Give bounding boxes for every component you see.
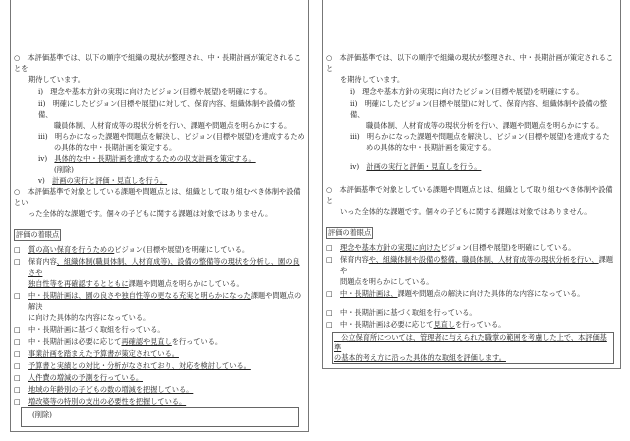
note-line: いった全体的な課題です。個々の子どもに関する課題は対象ではありません。 — [340, 207, 592, 216]
step-2-cont: 職員体制、人材育成等の現状分析を行い、課題や問題点を明らかにする。 — [366, 121, 604, 130]
criteria-item — [14, 348, 305, 359]
checkbox-icon[interactable]: □ — [326, 255, 333, 264]
step-3-cont: の具体的な中・長期計画を策定する。 — [54, 143, 177, 152]
checkbox-icon[interactable]: □ — [14, 397, 21, 406]
item-text: を行っている。 — [171, 337, 223, 346]
left-column — [10, 0, 309, 432]
note-line: ○ 本評価基準で対象としている課題や問題点とは、組織として取り組むべき体制や設備とい — [14, 187, 301, 207]
checkbox-icon[interactable]: □ — [14, 337, 21, 346]
item-text: 質の高い保育を行うための — [28, 245, 115, 254]
item-text: 中・長期計画は必要に応じて — [340, 320, 434, 329]
criteria-item — [14, 372, 305, 383]
step-4 — [326, 161, 617, 172]
criteria-item — [14, 324, 305, 335]
criteria-item — [14, 256, 305, 278]
note-text: 公立保育所については、管理者に与えられた職掌の範囲を考慮した上で、本評価基準 — [334, 333, 607, 352]
step-1: i) 理念や基本方針の実現に向けたビジョン(目標や展望)を明確にする。 — [350, 87, 584, 96]
item-text: 保育内容 — [28, 257, 57, 266]
checkbox-icon[interactable]: □ — [14, 361, 21, 370]
criteria-item — [14, 336, 305, 347]
item-text: 保育内容 — [340, 255, 369, 264]
step-text: 計画の実行と評価・見直しを行う。 — [366, 162, 482, 171]
note-box-line — [334, 353, 612, 363]
step-number: iv) — [38, 154, 48, 163]
item-text: 再確認や見直し — [121, 337, 172, 346]
intro-line: ○ 本評価基準では、以下の順序で組織の現状が整理され、中・長期計画が策定されることを — [14, 53, 302, 73]
step-text: 計画の実行と評価・見直しを行う。 — [52, 176, 168, 185]
right-column — [322, 0, 621, 369]
item-text: 独自性等を再確認するとともに — [28, 279, 129, 288]
checkbox-icon[interactable]: □ — [326, 320, 333, 329]
criteria-item — [14, 290, 305, 312]
step-3: iii) 明らかになった課題や問題点を解決し、ビジョン(目標や展望)を達成するため — [38, 132, 305, 141]
step-2: ii) 明確にしたビジョン(目標や展望)に対して、保育内容、組織体制や設備の整備、 — [38, 99, 296, 119]
item-text: を行っている。 — [455, 320, 506, 329]
item-text: ビジョン(目標や展望)を明確にしている。 — [440, 243, 576, 252]
item-text: 課題や問題点の解決 — [28, 291, 302, 311]
note-line: った全体的な課題です。個々の子どもに関する課題は対象ではありません。 — [28, 209, 273, 218]
step-1: i) 理念や基本方針の実現に向けたビジョン(目標や展望)を明確にする。 — [38, 87, 272, 96]
checkbox-icon[interactable]: □ — [14, 257, 21, 266]
item-text: や、組織体制や設備の整備、職員体制、人材育成等の現状分析を行い、 — [368, 255, 599, 264]
item-text: 人件費の増減の予測を行っている。 — [28, 373, 144, 382]
step-4 — [14, 153, 305, 164]
item-text: 中・長期計画は必要に応じて — [28, 337, 122, 346]
intro-line: 期待しています。 — [28, 75, 85, 84]
step-2-cont: 職員体制、人材育成等の現状分析を行い、課題や問題点を明らかにする。 — [54, 121, 292, 130]
criteria-item — [14, 384, 305, 395]
criteria-item — [326, 288, 617, 299]
step-number: v) — [38, 176, 45, 185]
item-text: 中・長期計画に基づく取組を行っている。 — [340, 308, 477, 317]
deleted-box-text: (削除) — [32, 410, 52, 419]
note-line: ○ 本評価基準で対象としている課題や問題点とは、組織として取り組むべき体制や設備と — [326, 185, 613, 205]
item-text: 予算書と実績との対比・分析がなされており、対応を検討している。 — [28, 361, 251, 370]
item-text: 中・長期計画は、 — [340, 289, 398, 298]
criteria-item — [326, 254, 617, 276]
step-3-cont: めの具体的な中・長期計画を策定する。 — [366, 143, 496, 152]
criteria-item-cont — [14, 278, 305, 289]
criteria-item-cont: 問題点を明らかにしている。 — [340, 277, 434, 286]
item-text: 、組織体制(職員体制、人材育成等)、設備の整備等の現状を分析し、園の良さや — [28, 257, 300, 277]
checkbox-icon[interactable]: □ — [14, 325, 21, 334]
criteria-item — [326, 242, 617, 253]
checkbox-icon[interactable]: □ — [326, 308, 333, 317]
item-text: 中・長期計画は、園の良さや独自性等の更なる充実と明らかになった — [28, 291, 251, 300]
criteria-label: 評価の着眼点 — [16, 230, 60, 239]
intro-line: を期待しています。 — [340, 75, 405, 84]
intro-line: ○ 本評価基準では、以下の順序で組織の現状が整理され、中・長期計画が策定されること — [326, 53, 614, 73]
item-text: 課題や問題点の解決に向けた具体的な内容になっている。 — [397, 289, 585, 298]
criteria-item — [14, 396, 305, 407]
criteria-item — [326, 319, 617, 330]
item-text: ビジョン(目標や展望)を明確にしている。 — [114, 245, 250, 254]
checkbox-icon[interactable]: □ — [14, 385, 21, 394]
step-text: 具体的な中・長期計画を達成するための収支計画を策定する。 — [54, 154, 256, 163]
deleted-note: (削除) — [54, 165, 74, 174]
criteria-item — [14, 244, 305, 255]
item-text: 課題や問題点を明らかにしている。 — [128, 279, 244, 288]
note-text: の基本的考え方に沿った具体的な取組を評価します。 — [334, 353, 506, 362]
step-3: iii) 明らかになった課題や問題点を解決し、ビジョン(目標や展望)を達成するた — [350, 132, 610, 141]
deleted-box — [21, 407, 299, 427]
item-text: 増改築等の特別の支出の必要性を把握している。 — [28, 397, 187, 406]
criteria-item — [14, 360, 305, 371]
criteria-label: 評価の着眼点 — [328, 228, 372, 237]
checkbox-icon[interactable]: □ — [326, 289, 333, 298]
criteria-item — [326, 307, 617, 318]
step-5 — [14, 175, 305, 186]
step-number: iv) — [350, 162, 360, 171]
item-text: 見直し — [433, 320, 456, 329]
item-text: 理念や基本方針の実現に向けた — [340, 243, 441, 252]
checkbox-icon[interactable]: □ — [14, 373, 21, 382]
checkbox-icon[interactable]: □ — [14, 349, 21, 358]
checkbox-icon[interactable]: □ — [326, 243, 333, 252]
note-box-line — [334, 333, 612, 353]
item-text: 事業計画を踏まえた予算書が策定されている。 — [28, 349, 179, 358]
checkbox-icon[interactable]: □ — [14, 291, 21, 300]
item-text: 中・長期計画に基づく取組を行っている。 — [28, 325, 165, 334]
checkbox-icon[interactable]: □ — [14, 245, 21, 254]
criteria-item-cont: に向けた具体的な内容になっている。 — [28, 313, 151, 322]
item-text: 地域の年齢別の子どもの数の増減を把握している。 — [28, 385, 194, 394]
item-text: 課題や — [340, 255, 614, 275]
public-nursery-note-box — [332, 332, 614, 364]
step-2: ii) 明確にしたビジョン(目標や展望)に対して、保育内容、組織体制や設備の整備、 — [350, 99, 608, 119]
